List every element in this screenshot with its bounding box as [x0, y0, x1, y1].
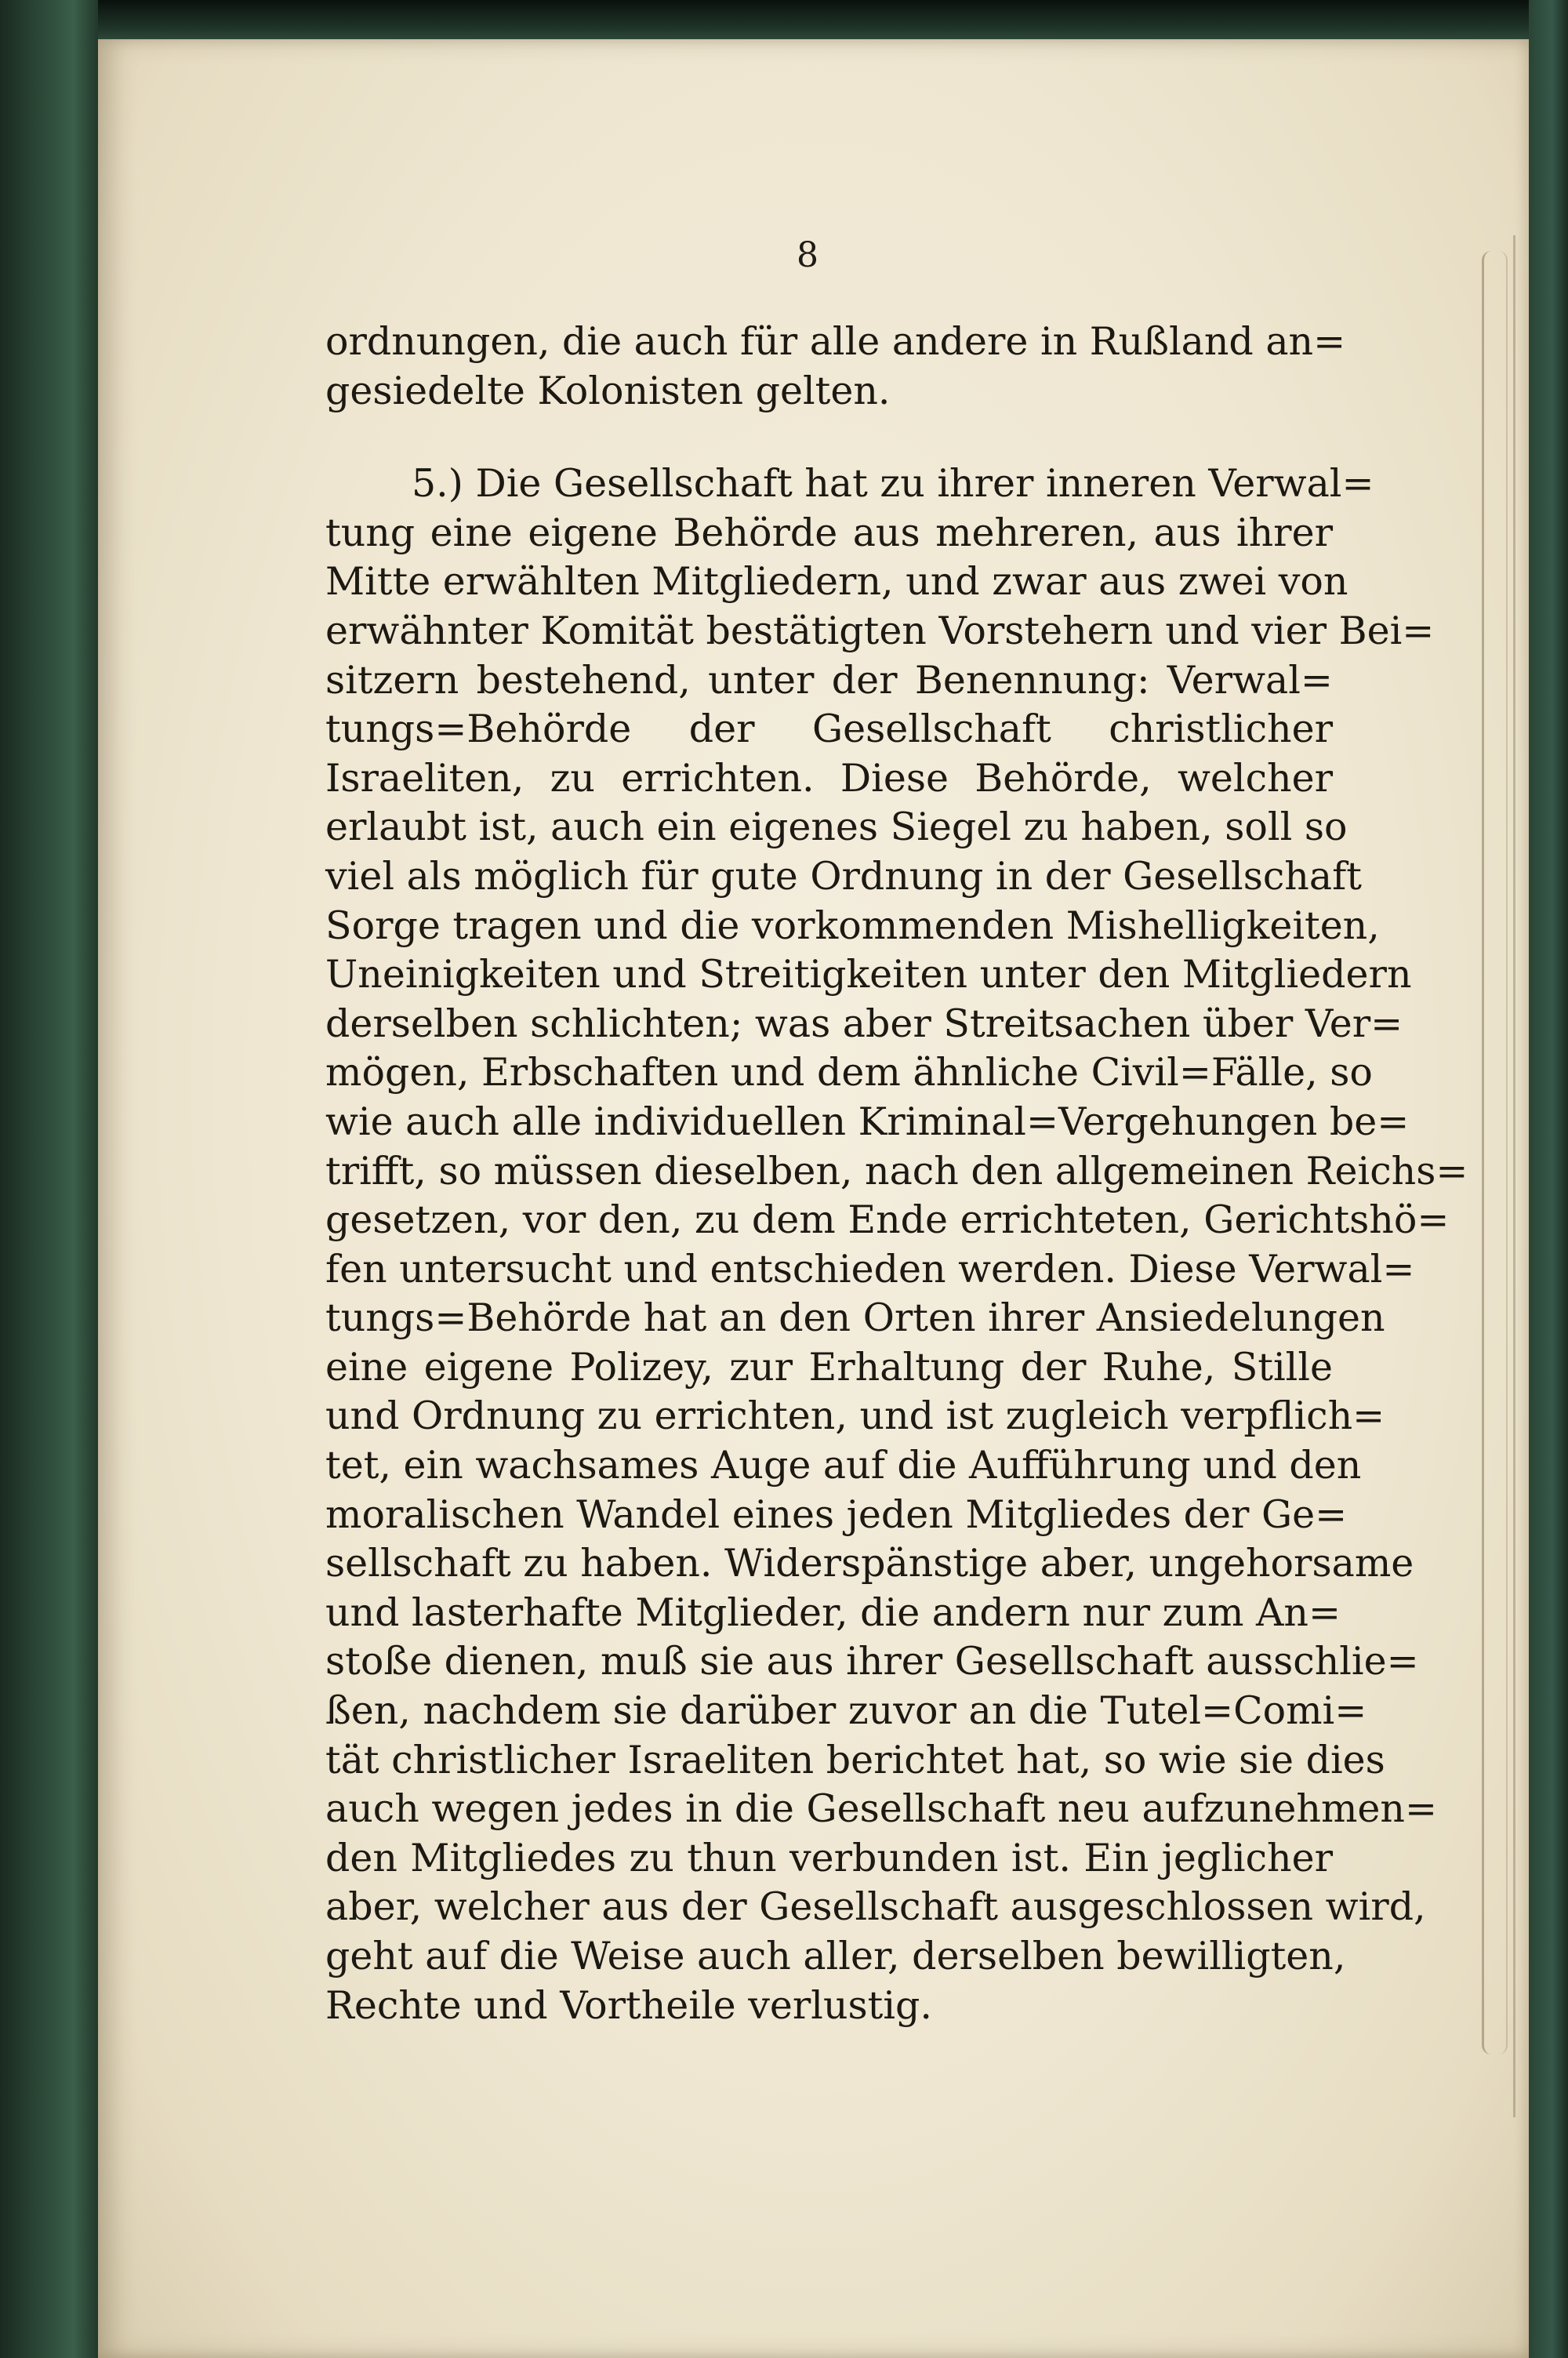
text-line: und lasterhafte Mitglieder, die andern nur zum An=: [325, 1590, 1341, 1635]
text-line: Israeliten, zu errichten. Diese Behörde, welcher: [325, 755, 1333, 801]
text-line: Rechte und Vortheile verlustig.: [325, 1982, 932, 2028]
text-line: moralischen Wandel eines jeden Mitgliedes der Ge=: [325, 1491, 1348, 1537]
text-line: Uneinigkeiten und Streitigkeiten unter den Mitgliedern: [325, 952, 1412, 997]
page-text: [325, 318, 1468, 2030]
text-line: tung eine eigene Behörde aus mehreren, aus ihrer: [325, 510, 1333, 555]
text-line: erwähnter Komität bestätigten Vorstehern und vier Bei=: [325, 608, 1435, 653]
text-line: trifft, so müssen dieselben, nach den allgemeinen Reichs=: [325, 1148, 1468, 1194]
text-line: eine eigene Polizey, zur Erhaltung der Ruhe, Stille: [325, 1344, 1333, 1390]
text-line: derselben schlichten; was aber Streitsachen über Ver=: [325, 1001, 1403, 1046]
text-line: Mitte erwählten Mitgliedern, und zwar aus zwei von: [325, 559, 1348, 605]
text-line: erlaubt ist, auch ein eigenes Siegel zu haben, soll so: [325, 805, 1348, 850]
text-line: den Mitgliedes zu thun verbunden ist. Ein jeglicher: [325, 1835, 1333, 1880]
text-line: tungs=Behörde der Gesellschaft christlicher: [325, 707, 1333, 752]
text-line: tät christlicher Israeliten berichtet hat, so wie sie dies: [325, 1737, 1385, 1782]
text-line: gesetzen, vor den, zu dem Ende errichteten, Gerichtshö=: [325, 1197, 1450, 1243]
text-line: gesiedelte Kolonisten gelten.: [325, 368, 891, 413]
text-line: wie auch alle individuellen Kriminal=Vergehungen be=: [325, 1099, 1410, 1144]
text-line: ßen, nachdem sie darüber zuvor an die Tutel=Comi=: [325, 1688, 1367, 1734]
text-line: auch wegen jedes in die Gesellschaft neu aufzunehmen=: [325, 1786, 1438, 1832]
page-edge-curl: [1482, 251, 1508, 2055]
text-line: sellschaft zu haben. Widerspänstige aber, ungehorsame: [325, 1541, 1414, 1586]
page-edge-line: [1513, 235, 1515, 2117]
text-line: Sorge tragen und die vorkommenden Mishelligkeiten,: [325, 903, 1380, 948]
text-line: geht auf die Weise auch aller, derselben bewilligten,: [325, 1934, 1346, 1978]
text-line: stoße dienen, muß sie aus ihrer Gesellschaft ausschlie=: [325, 1639, 1419, 1684]
text-line: tet, ein wachsames Auge auf die Aufführung und den: [325, 1443, 1362, 1488]
book-cover-left-edge: [0, 0, 98, 2358]
book-top-edge: [0, 0, 1568, 39]
text-line: 5.) Die Gesellschaft hat zu ihrer inneren Verwal=: [412, 461, 1374, 507]
text-line: aber, welcher aus der Gesellschaft ausgeschlossen wird,: [325, 1884, 1426, 1930]
text-line: tungs=Behörde hat an den Orten ihrer Ansiedelungen: [325, 1295, 1385, 1341]
text-line: mögen, Erbschaften und dem ähnliche Civil=Fälle, so: [325, 1050, 1373, 1095]
text-line: ordnungen, die auch für alle andere in Rußland an=: [325, 319, 1346, 364]
page-number: 8: [797, 235, 818, 275]
text-line: sitzern bestehend, unter der Benennung: Verwal=: [325, 657, 1333, 703]
text-line: und Ordnung zu errichten, und ist zugleich verpflich=: [325, 1393, 1385, 1439]
book-cover-right-edge: [1529, 0, 1568, 2358]
text-line: fen untersucht und entschieden werden. Diese Verwal=: [325, 1246, 1415, 1292]
text-line: viel als möglich für gute Ordnung in der Gesellschaft: [325, 853, 1362, 899]
